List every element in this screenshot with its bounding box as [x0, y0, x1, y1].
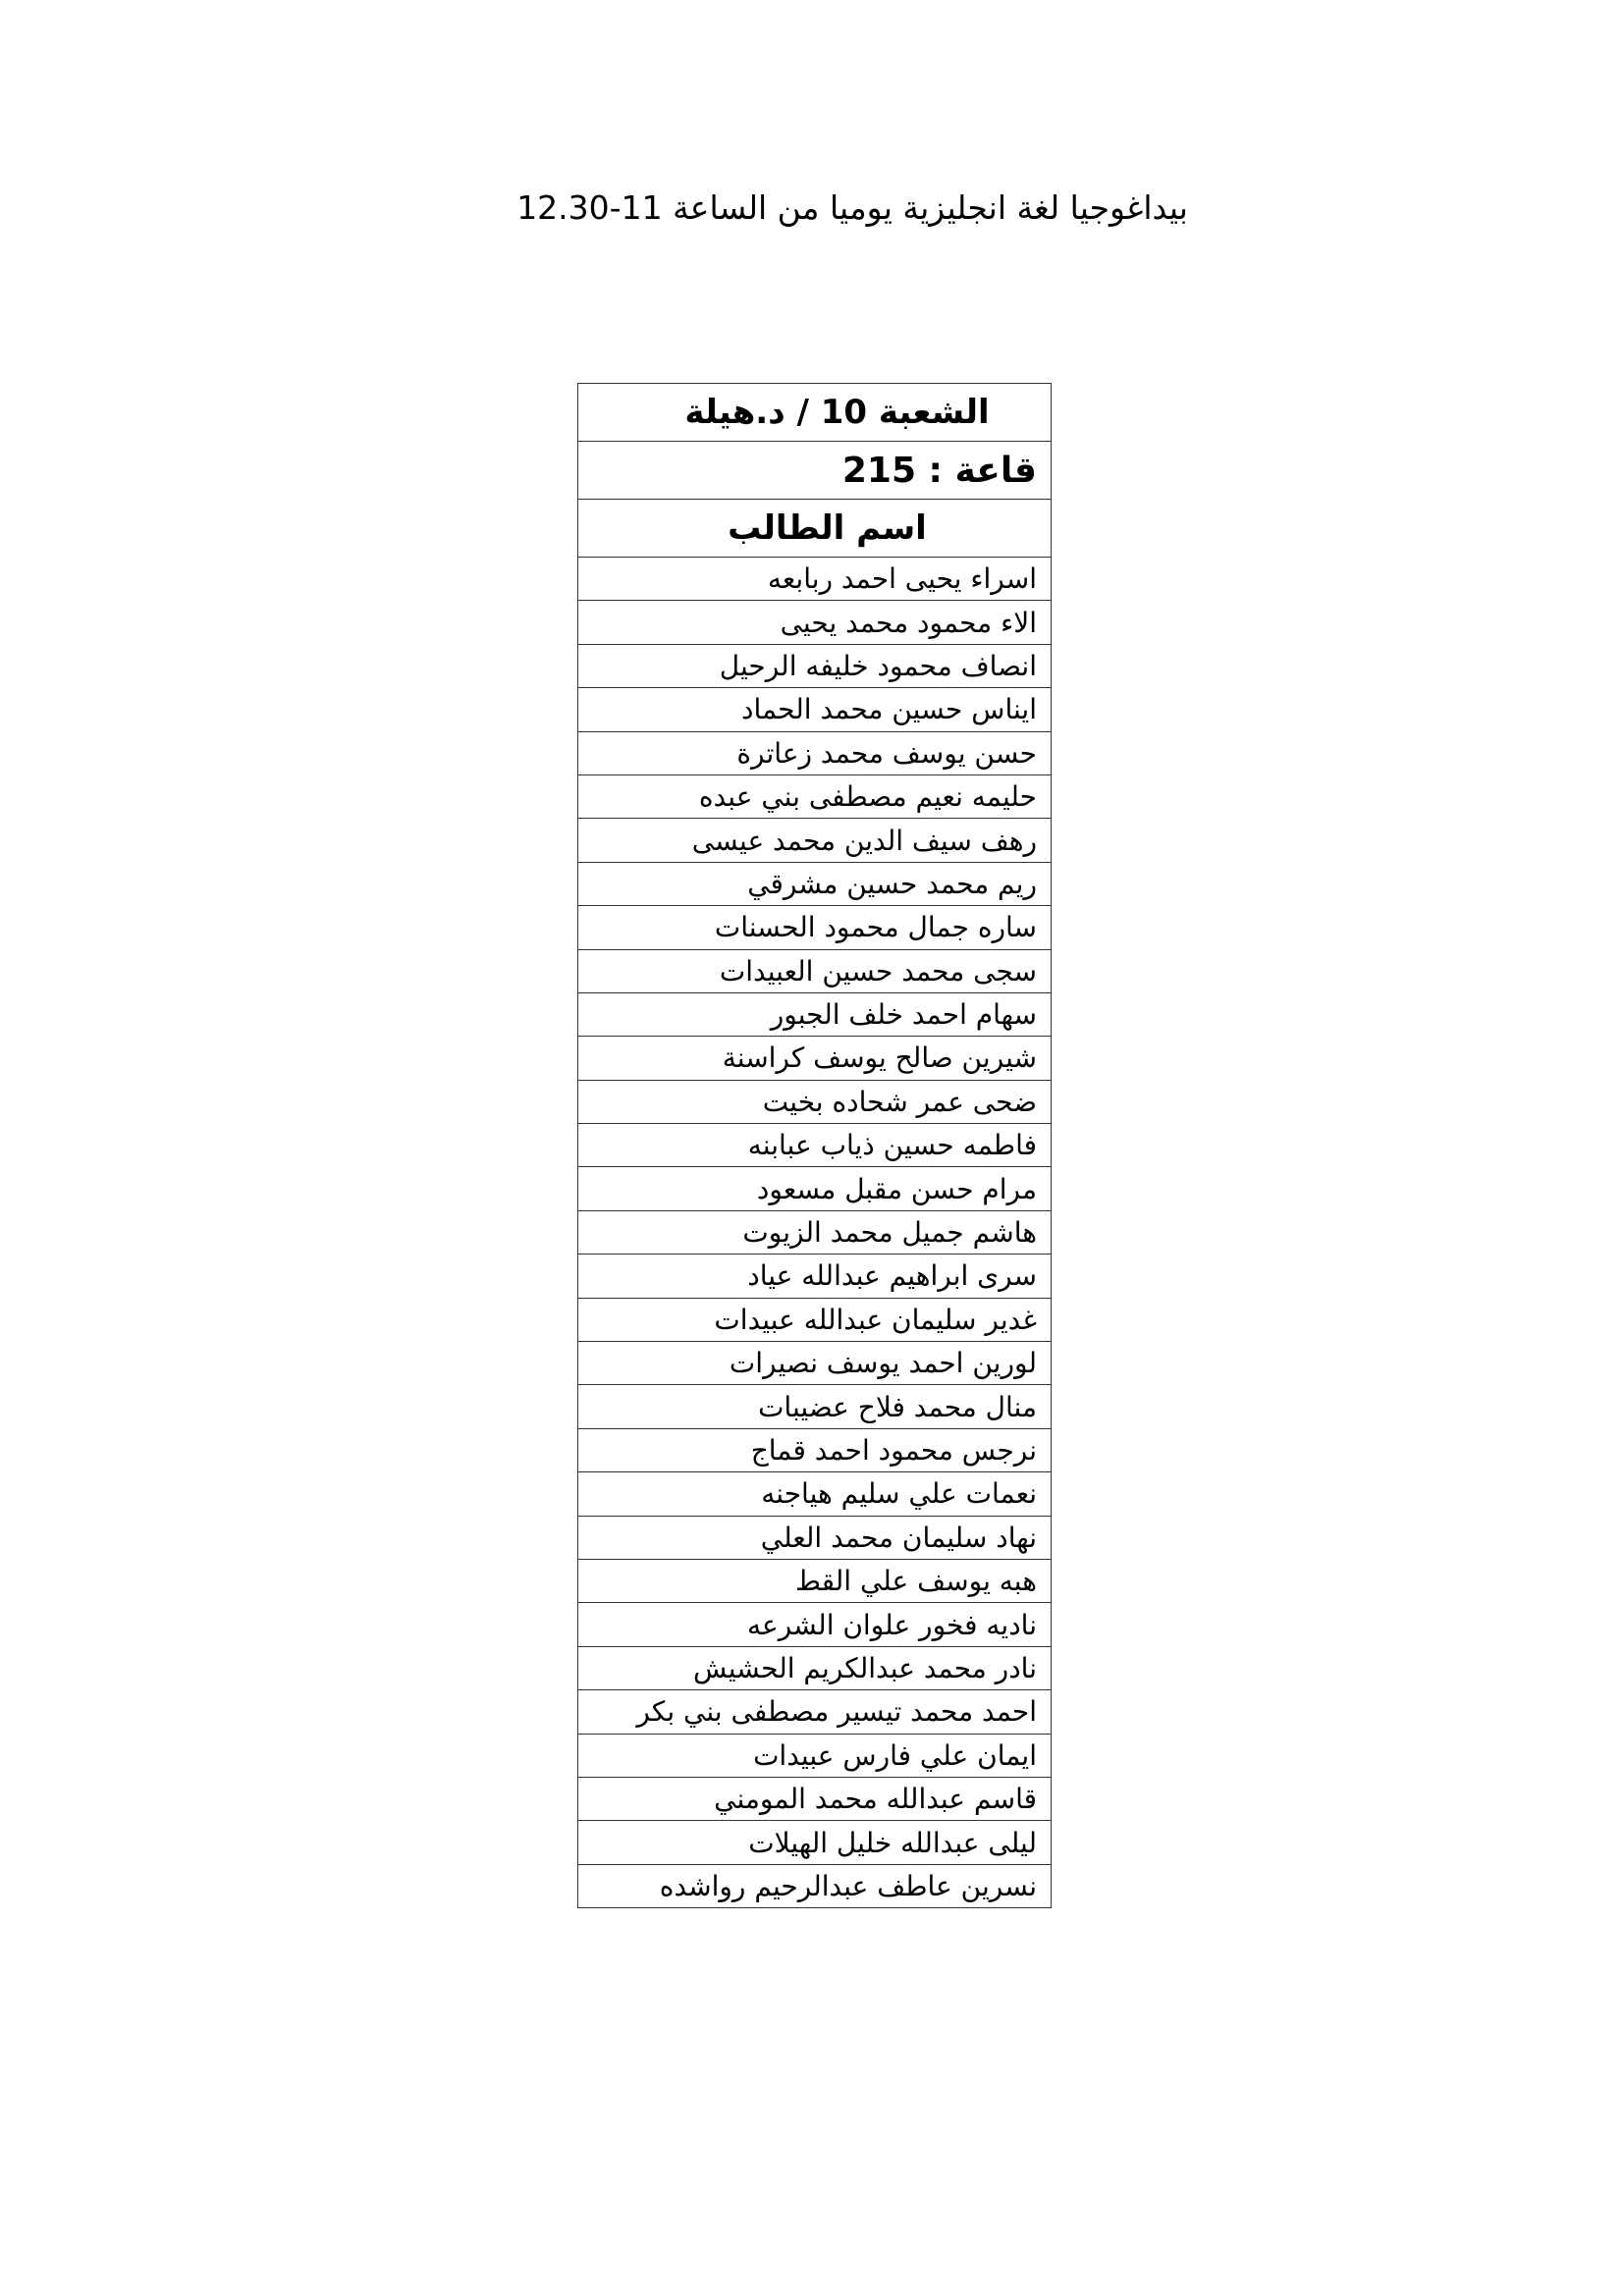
student-name-cell: سهام احمد خلف الجبور [578, 992, 1052, 1036]
student-name-cell: قاسم عبدالله محمد المومني [578, 1777, 1052, 1820]
section-row [578, 384, 1052, 442]
student-name-cell: سرى ابراهيم عبدالله عياد [578, 1255, 1052, 1298]
student-name-cell: انصاف محمود خليفه الرحيل [578, 644, 1052, 687]
table-row [578, 1255, 1052, 1298]
student-name-cell: سجى محمد حسين العبيدات [578, 949, 1052, 992]
table-row [578, 1037, 1052, 1080]
student-name-cell: شيرين صالح يوسف كراسنة [578, 1037, 1052, 1080]
student-name-cell: نعمات علي سليم هياجنه [578, 1472, 1052, 1516]
table-row [578, 1559, 1052, 1602]
student-name-cell: نرجس محمود احمد قماج [578, 1428, 1052, 1471]
room-cell: قاعة : 215 [578, 442, 1052, 500]
student-name-cell: نهاد سليمان محمد العلي [578, 1516, 1052, 1559]
table-row [578, 1777, 1052, 1820]
student-list-table [577, 383, 1052, 1908]
table-row [578, 906, 1052, 949]
table-row [578, 949, 1052, 992]
student-name-cell: ايمان علي فارس عبيدات [578, 1734, 1052, 1777]
table-row [578, 1167, 1052, 1210]
table-row [578, 1603, 1052, 1646]
student-name-cell: نسرين عاطف عبدالرحيم رواشده [578, 1864, 1052, 1907]
student-name-cell: ناديه فخور علوان الشرعه [578, 1603, 1052, 1646]
table-row [578, 1646, 1052, 1689]
student-name-cell: ليلى عبدالله خليل الهيلات [578, 1821, 1052, 1864]
student-name-cell: هبه يوسف علي القط [578, 1559, 1052, 1602]
column-header-row [578, 500, 1052, 558]
student-name-cell: مرام حسن مقبل مسعود [578, 1167, 1052, 1210]
student-name-cell: لورين احمد يوسف نصيرات [578, 1342, 1052, 1385]
table-row [578, 1821, 1052, 1864]
table-row [578, 819, 1052, 862]
table-row [578, 862, 1052, 905]
student-name-cell: احمد محمد تيسير مصطفى بني بكر [578, 1690, 1052, 1734]
student-name-cell: رهف سيف الدين محمد عيسى [578, 819, 1052, 862]
table-row [578, 1472, 1052, 1516]
table-row [578, 1124, 1052, 1167]
student-name-cell: حسن يوسف محمد زعاترة [578, 731, 1052, 774]
table-row [578, 1210, 1052, 1254]
table-row [578, 601, 1052, 644]
table-row [578, 1080, 1052, 1123]
student-name-cell: اسراء يحيى احمد ربابعه [578, 558, 1052, 601]
table-row [578, 1428, 1052, 1471]
table-row [578, 1864, 1052, 1907]
student-name-cell: حليمه نعيم مصطفى بني عبده [578, 774, 1052, 818]
column-header-cell: اسم الطالب [578, 500, 1052, 558]
table-row [578, 1342, 1052, 1385]
table-row [578, 992, 1052, 1036]
student-name-cell: نادر محمد عبدالكريم الحشيش [578, 1646, 1052, 1689]
student-name-cell: ريم محمد حسين مشرقي [578, 862, 1052, 905]
table-row [578, 1385, 1052, 1428]
room-row [578, 442, 1052, 500]
student-name-cell: ضحى عمر شحاده بخيت [578, 1080, 1052, 1123]
student-name-cell: ساره جمال محمود الحسنات [578, 906, 1052, 949]
student-name-cell: منال محمد فلاح عضيبات [578, 1385, 1052, 1428]
table-row [578, 1298, 1052, 1341]
page-heading: بيداغوجيا لغة انجليزية يوميا من الساعة 11-12.30 [516, 188, 1188, 227]
student-name-cell: غدير سليمان عبدالله عبيدات [578, 1298, 1052, 1341]
table-row [578, 774, 1052, 818]
section-cell: الشعبة 10 / د.هيلة [578, 384, 1052, 442]
student-name-cell: هاشم جميل محمد الزيوت [578, 1210, 1052, 1254]
table-row [578, 1516, 1052, 1559]
table-row [578, 558, 1052, 601]
table-row [578, 1690, 1052, 1734]
student-name-cell: ايناس حسين محمد الحماد [578, 688, 1052, 731]
table-row [578, 1734, 1052, 1777]
table-row [578, 644, 1052, 687]
student-name-cell: الاء محمود محمد يحيى [578, 601, 1052, 644]
table-row [578, 731, 1052, 774]
table-row [578, 688, 1052, 731]
student-name-cell: فاطمه حسين ذياب عبابنه [578, 1124, 1052, 1167]
